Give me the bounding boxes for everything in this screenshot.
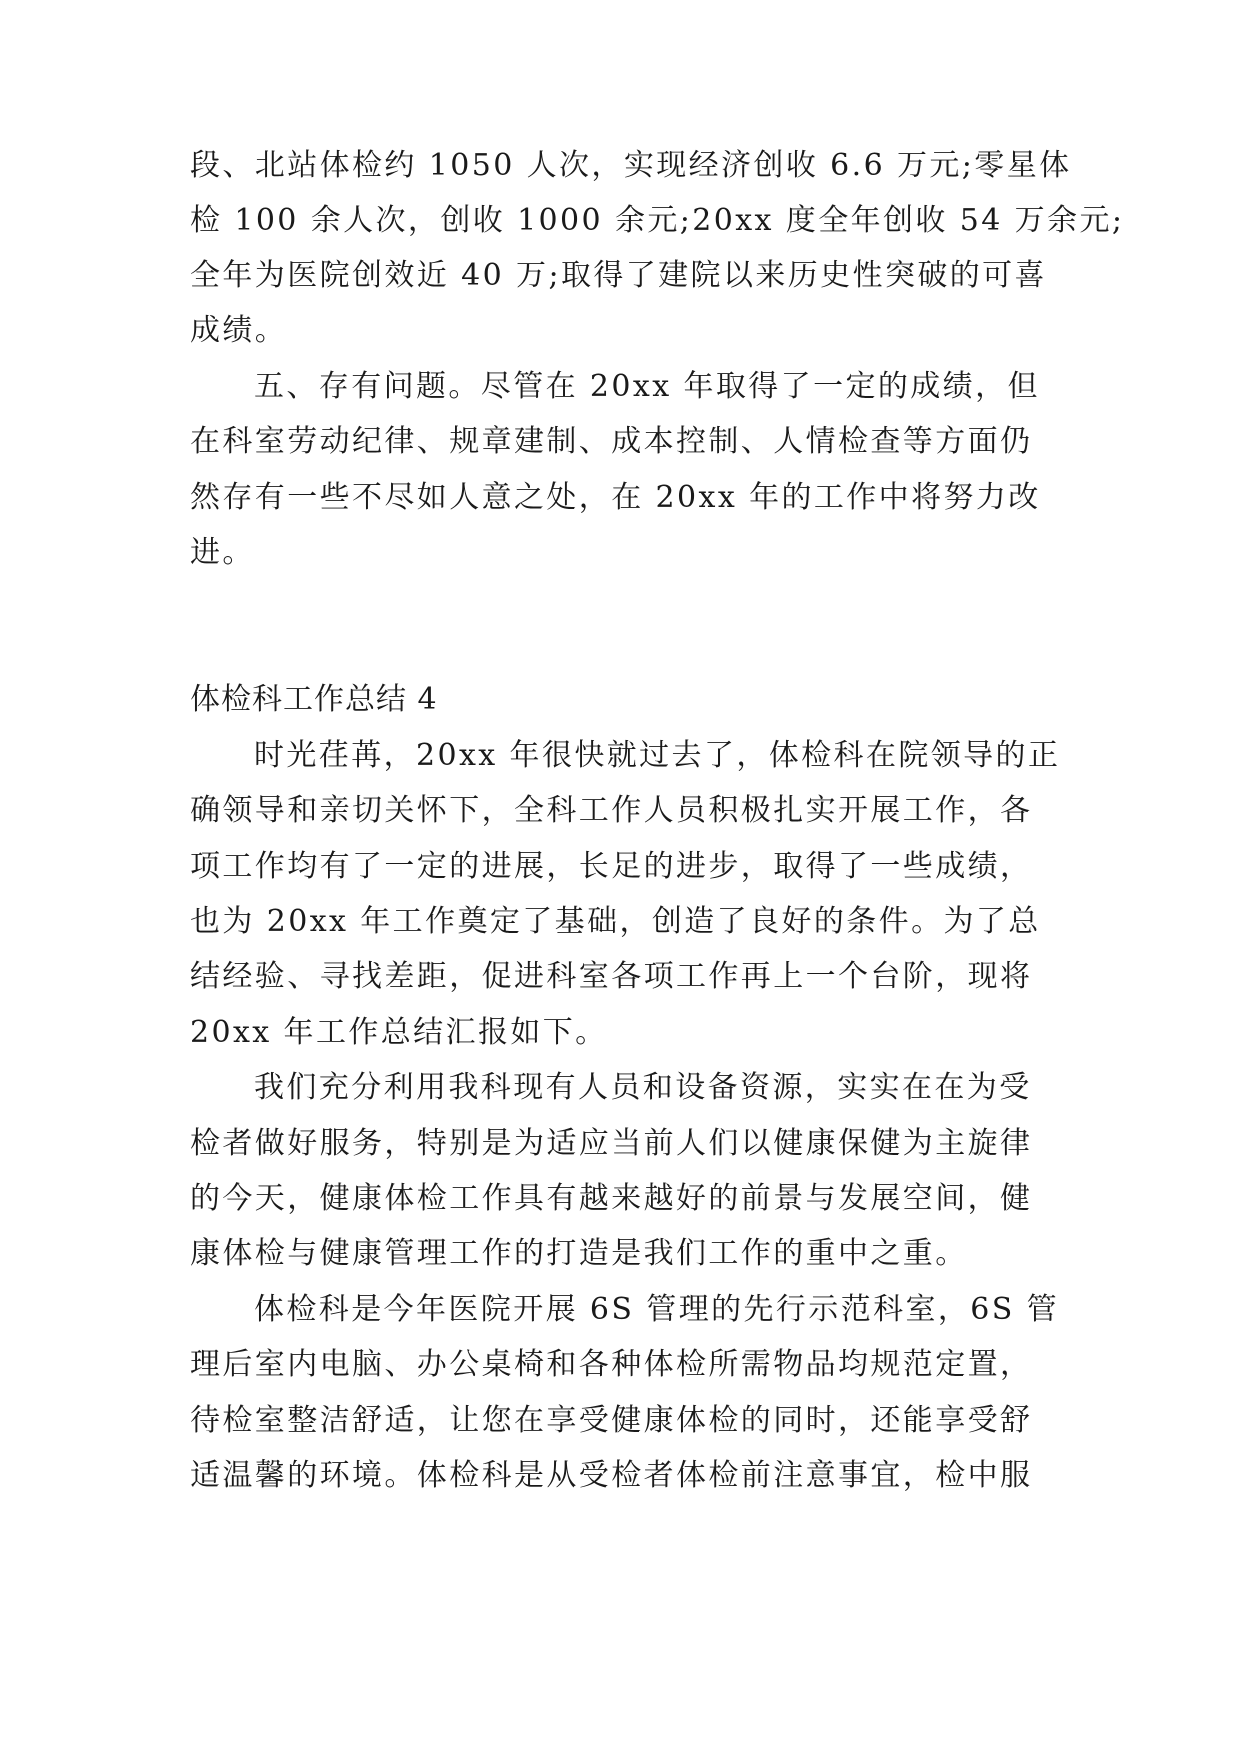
text-line: 全年为医院创效近 40 万;取得了建院以来历史性突破的可喜	[190, 258, 1047, 293]
text-line: 20xx 年工作总结汇报如下。	[190, 1015, 608, 1050]
text-line: 也为 20xx 年工作奠定了基础，创造了良好的条件。为了总	[190, 904, 1041, 939]
text-line: 成绩。	[190, 313, 288, 348]
text-line: 适温馨的环境。体检科是从受检者体检前注意事宜，检中服	[190, 1458, 1033, 1493]
text-line: 康体检与健康管理工作的打造是我们工作的重中之重。	[190, 1236, 968, 1271]
text-line: 体检科是今年医院开展 6S 管理的先行示范科室，6S 管	[254, 1292, 1060, 1327]
text-line: 项工作均有了一定的进展，长足的进步，取得了一些成绩，	[190, 849, 1033, 884]
text-line: 待检室整洁舒适，让您在享受健康体检的同时，还能享受舒	[190, 1403, 1033, 1438]
text-line: 在科室劳动纪律、规章建制、成本控制、人情检查等方面仍	[190, 424, 1033, 459]
text-line: 进。	[190, 535, 255, 570]
text-line: 的今天，健康体检工作具有越来越好的前景与发展空间，健	[190, 1181, 1033, 1216]
text-line: 段、北站体检约 1050 人次，实现经济创收 6.6 万元;零星体	[190, 148, 1072, 183]
text-line: 结经验、寻找差距，促进科室各项工作再上一个台阶，现将	[190, 959, 1033, 994]
text-line: 检者做好服务，特别是为适应当前人们以健康保健为主旋律	[190, 1126, 1033, 1161]
text-line: 时光荏苒，20xx 年很快就过去了，体检科在院领导的正	[254, 738, 1061, 773]
text-line: 确领导和亲切关怀下，全科工作人员积极扎实开展工作，各	[190, 793, 1033, 828]
text-line: 我们充分利用我科现有人员和设备资源，实实在在为受	[254, 1070, 1032, 1105]
text-line: 检 100 余人次，创收 1000 余元;20xx 度全年创收 54 万余元;	[190, 203, 1125, 238]
section-heading: 体检科工作总结 4	[190, 682, 438, 717]
text-line: 五、存有问题。尽管在 20xx 年取得了一定的成绩，但	[254, 369, 1040, 404]
text-line: 然存有一些不尽如人意之处，在 20xx 年的工作中将努力改	[190, 480, 1041, 515]
text-line: 理后室内电脑、办公桌椅和各种体检所需物品均规范定置，	[190, 1347, 1033, 1382]
